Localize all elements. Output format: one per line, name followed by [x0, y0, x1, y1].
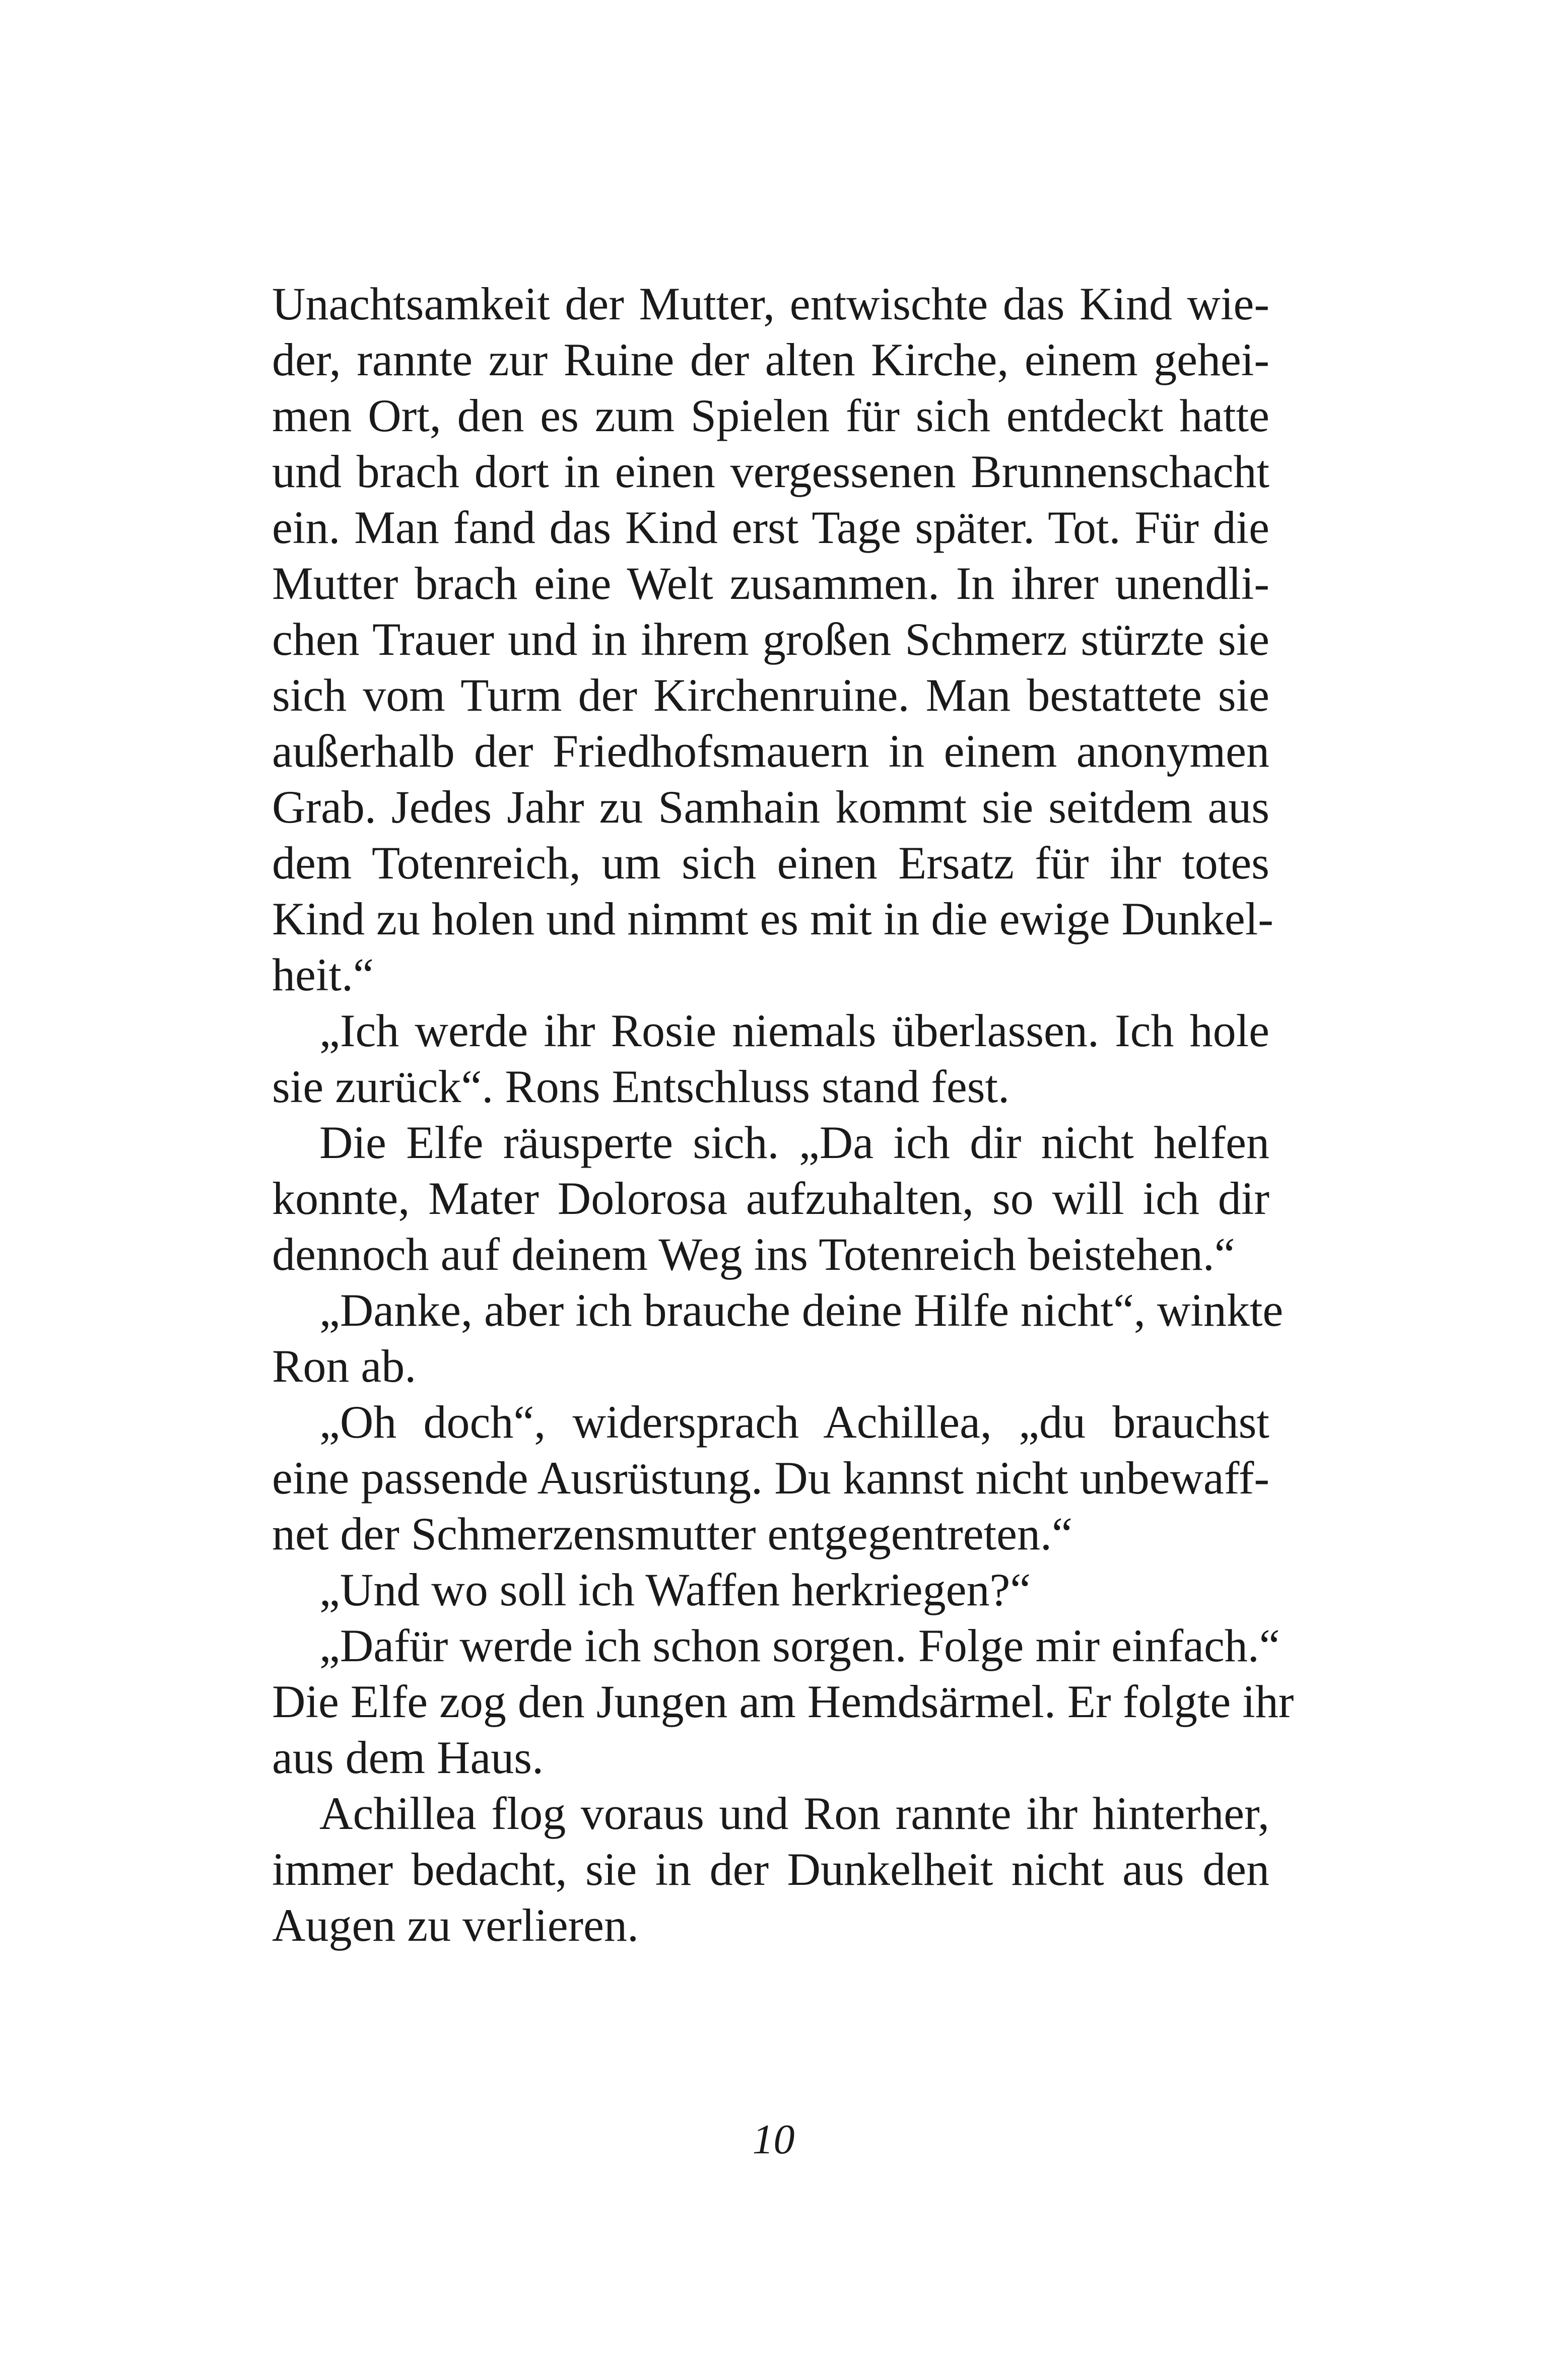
paragraph	[272, 1394, 1269, 1562]
paragraph	[272, 276, 1273, 1003]
text-line: „Danke, aber ich brauche deine Hilfe nicht“, winkte	[319, 1284, 1284, 1336]
text-line: aus dem Haus.	[272, 1732, 544, 1783]
text-line: Unachtsamkeit der Mutter, entwischte das Kind wie-	[272, 278, 1269, 329]
text-line: eine passende Ausrüstung. Du kannst nicht unbewaff-	[272, 1452, 1269, 1504]
text-line: dennoch auf deinem Weg ins Totenreich beistehen.“	[272, 1229, 1235, 1280]
text-line: außerhalb der Friedhofsmauern in einem anonymen	[272, 725, 1269, 777]
text-line: immer bedacht, sie in der Dunkelheit nicht aus den	[272, 1844, 1269, 1895]
text-line: Die Elfe räusperte sich. „Da ich dir nicht helfen	[319, 1117, 1269, 1168]
text-line: konnte, Mater Dolorosa aufzuhalten, so will ich dir	[272, 1173, 1269, 1224]
text-line: Ron ab.	[272, 1340, 417, 1392]
text-line: „Und wo soll ich Waffen herkriegen?“	[319, 1564, 1031, 1615]
text-line: dem Totenreich, um sich einen Ersatz für ihr totes	[272, 837, 1269, 889]
paragraph	[272, 1282, 1284, 1394]
text-line: Die Elfe zog den Jungen am Hemdsärmel. Er folgte ihr	[272, 1676, 1294, 1727]
text-line: Kind zu holen und nimmt es mit in die ewige Dunkel-	[272, 893, 1273, 944]
paragraph	[272, 1618, 1294, 1786]
body-text	[272, 276, 1294, 1953]
page-number: 10	[752, 2116, 795, 2163]
text-line: chen Trauer und in ihrem großen Schmerz stürzte sie	[272, 614, 1269, 665]
text-line: sie zurück“. Rons Entschluss stand fest.	[272, 1061, 1010, 1112]
text-line: „Oh doch“, widersprach Achillea, „du brauchst	[319, 1396, 1269, 1448]
paragraph	[272, 1003, 1269, 1115]
paragraph	[272, 1786, 1269, 1953]
text-line: sich vom Turm der Kirchenruine. Man bestattete sie	[272, 669, 1269, 721]
paragraph	[272, 1115, 1269, 1282]
text-line: der, rannte zur Ruine der alten Kirche, einem gehei-	[272, 334, 1269, 385]
text-line: Achillea flog voraus und Ron rannte ihr hinterher,	[319, 1788, 1269, 1839]
text-line: „Ich werde ihr Rosie niemals überlassen. Ich hole	[319, 1005, 1269, 1056]
text-line: ein. Man fand das Kind erst Tage später. Tot. Für die	[272, 502, 1269, 553]
text-line: men Ort, den es zum Spielen für sich entdeckt hatte	[272, 390, 1269, 441]
text-line: Augen zu verlieren.	[272, 1899, 639, 1951]
text-line: Grab. Jedes Jahr zu Samhain kommt sie seitdem aus	[272, 781, 1269, 833]
text-line: net der Schmerzensmutter entgegentreten.“	[272, 1508, 1072, 1559]
text-line: „Dafür werde ich schon sorgen. Folge mir einfach.“	[319, 1620, 1280, 1671]
text-line: und brach dort in einen vergessenen Brunnenschacht	[272, 446, 1269, 497]
text-line: Mutter brach eine Welt zusammen. In ihrer unendli-	[272, 558, 1269, 609]
paragraph	[272, 1562, 1269, 1618]
text-line: heit.“	[272, 949, 374, 1000]
